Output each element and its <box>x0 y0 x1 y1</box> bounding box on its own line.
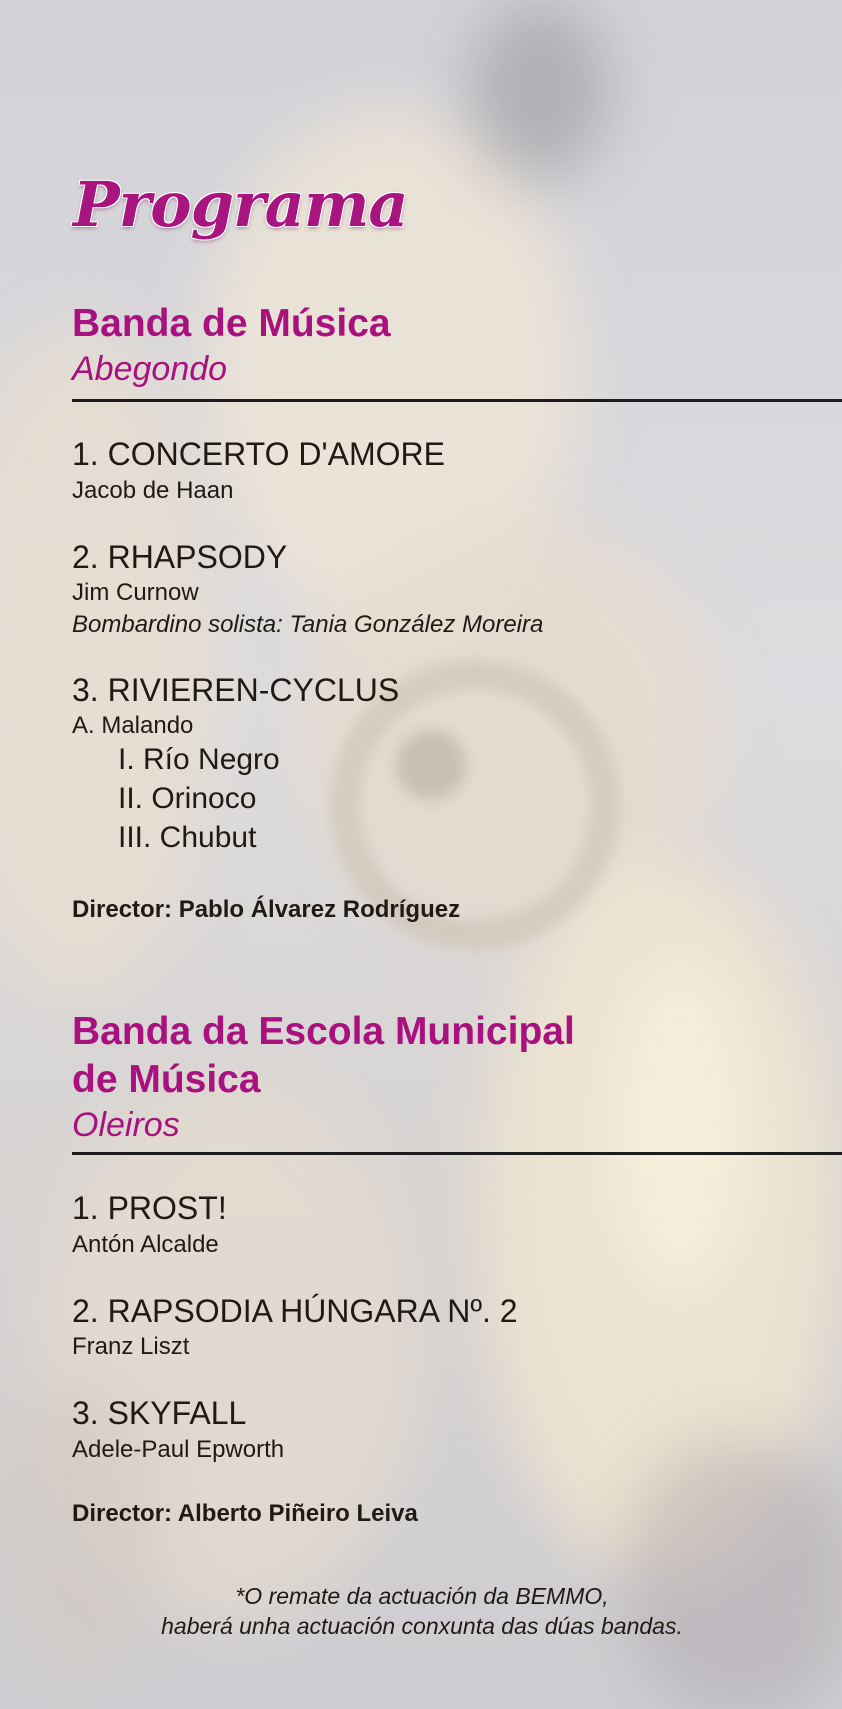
band1-piece3-movement-1: I. Río Negro <box>118 743 280 776</box>
band1-piece2-soloist: Bombardino solista: Tania González Moreira <box>72 611 544 638</box>
band1-divider <box>72 399 842 402</box>
band1-piece3-movement-3: III. Chubut <box>118 821 257 854</box>
footnote-line1: *O remate da actuación da BEMMO, <box>235 1583 609 1609</box>
band2-place: Oleiros <box>72 1106 180 1144</box>
band2-piece2-title: 2. RAPSODIA HÚNGARA Nº. 2 <box>72 1293 518 1329</box>
page-title: Programa <box>73 168 408 241</box>
footnote <box>72 1581 772 1641</box>
footnote-line2: haberá unha actuación conxunta das dúas bandas. <box>161 1613 683 1639</box>
band2-piece2-composer: Franz Liszt <box>72 1333 190 1360</box>
band2-name-line2: de Música <box>72 1058 261 1101</box>
band1-piece1-title: 1. CONCERTO D'AMORE <box>72 436 445 472</box>
band2-piece3-title: 3. SKYFALL <box>72 1395 247 1431</box>
band1-piece2-title: 2. RHAPSODY <box>72 539 288 575</box>
band1-piece3-movement-2: II. Orinoco <box>118 782 257 815</box>
band1-piece2-composer: Jim Curnow <box>72 579 199 606</box>
band2-piece1-title: 1. PROST! <box>72 1190 227 1226</box>
band1-name: Banda de Música <box>72 302 391 345</box>
band1-director: Director: Pablo Álvarez Rodríguez <box>72 896 461 923</box>
band2-piece3-composer: Adele-Paul Epworth <box>72 1436 285 1463</box>
band2-piece1-composer: Antón Alcalde <box>72 1231 219 1258</box>
band2-divider <box>72 1152 842 1155</box>
band1-place: Abegondo <box>72 350 228 388</box>
band2-director: Director: Alberto Piñeiro Leiva <box>72 1500 418 1527</box>
band1-piece3-title: 3. RIVIEREN-CYCLUS <box>72 672 400 708</box>
band1-piece3-composer: A. Malando <box>72 712 194 739</box>
band1-piece1-composer: Jacob de Haan <box>72 477 234 504</box>
band2-name-line1: Banda da Escola Municipal <box>72 1010 575 1053</box>
